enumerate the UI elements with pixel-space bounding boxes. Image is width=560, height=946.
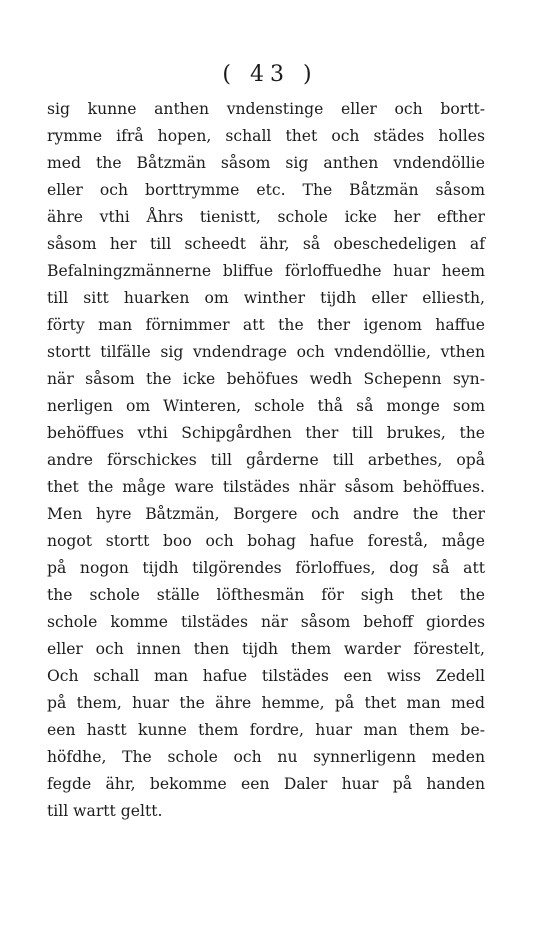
text-line: thet the måge ware tilstädes nhär såsom behöffues.: [47, 478, 485, 496]
text-line: nogot stortt boo och bohag hafue forestå, måge: [47, 532, 485, 550]
text-line: med the Båtzmän såsom sig anthen vndendöllie: [47, 154, 485, 172]
text-line: Men hyre Båtzmän, Borgere och andre the ther: [47, 505, 485, 523]
text-line: rymme ifrå hopen, schall thet och städes holles: [47, 127, 485, 145]
text-line: ähre vthi Åhrs tienistt, schole icke her efther: [47, 208, 485, 226]
text-line: eller och innen then tijdh them warder förestelt,: [47, 640, 485, 658]
text-line: höfdhe, The schole och nu synnerligenn meden: [47, 748, 485, 766]
text-line: förty man förnimmer att the ther igenom haffue: [47, 316, 485, 334]
text-line: schole komme tilstädes när såsom behoff giordes: [47, 613, 485, 631]
body-text: [47, 96, 485, 825]
text-line: andre förschickes till gårderne till arbethes, opå: [47, 451, 485, 469]
text-line: till wartt geltt.: [47, 802, 163, 820]
text-line: stortt tilfälle sig vndendrage och vndendöllie, vthen: [47, 343, 485, 361]
text-line: Och schall man hafue tilstädes een wiss Zedell: [47, 667, 485, 685]
text-line: såsom her till scheedt ähr, så obeschedeligen af: [47, 235, 485, 253]
text-line: på them, huar the ähre hemme, på thet man med: [47, 694, 485, 712]
text-line: på nogon tijdh tilgörendes förloffues, dog så att: [47, 559, 485, 577]
text-line: till sitt huarken om winther tijdh eller elliesth,: [47, 289, 485, 307]
page-number: ( 43 ): [222, 62, 318, 87]
text-line: eller och borttrymme etc. The Båtzmän såsom: [47, 181, 485, 199]
text-line: sig kunne anthen vndenstinge eller och bortt-: [47, 100, 485, 118]
text-line: the schole ställe löfthesmän för sigh thet the: [47, 586, 485, 604]
text-line: när såsom the icke behöfues wedh Schepenn syn-: [47, 370, 485, 388]
text-line: behöffues vthi Schipgårdhen ther till brukes, the: [47, 424, 485, 442]
text-line: Befalningzmännerne bliffue förloffuedhe huar heem: [47, 262, 485, 280]
text-line: een hastt kunne them fordre, huar man them be-: [47, 721, 485, 739]
text-line: fegde ähr, bekomme een Daler huar på handen: [47, 775, 485, 793]
text-line: nerligen om Winteren, schole thå så monge som: [47, 397, 485, 415]
